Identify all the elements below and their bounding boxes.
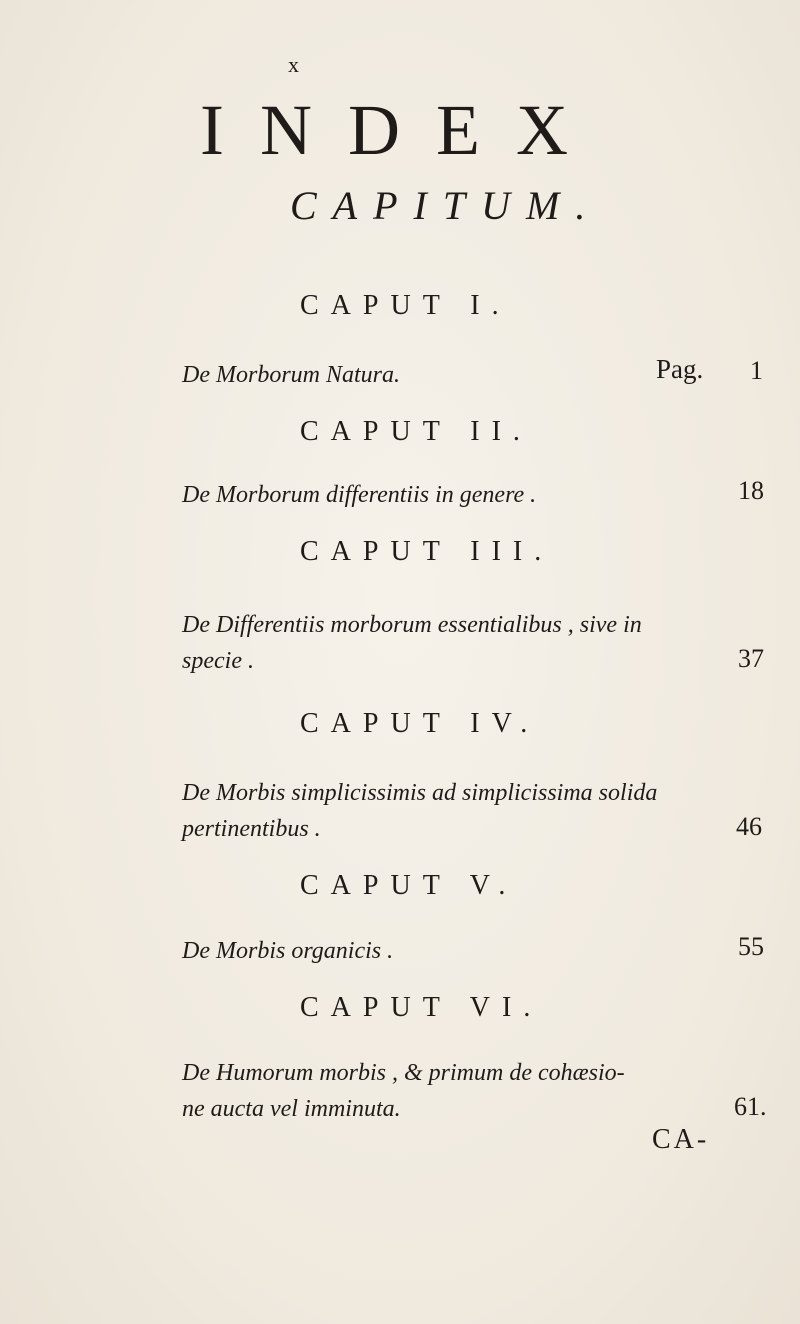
- entry-text-3-line1: De Differentiis morborum essentialibus , sive in: [182, 612, 642, 638]
- entry-text-6-line1: De Humorum morbis , & primum de cohæsio-: [182, 1060, 625, 1086]
- page-title: INDEX: [200, 90, 604, 170]
- entry-text-1: De Morborum Natura.: [182, 362, 401, 388]
- page-number-5: 55: [738, 932, 764, 961]
- page-number-3: 37: [738, 644, 764, 673]
- entry-text-6-line2: ne aucta vel imminuta.: [182, 1096, 401, 1122]
- page-number-6: 61.: [734, 1092, 767, 1121]
- page-subtitle: CAPITUM.: [290, 183, 602, 228]
- page-number-1: 1: [750, 356, 763, 385]
- entry-text-4-line2: pertinentibus .: [182, 816, 321, 842]
- caput-heading-3: CAPUT III.: [300, 536, 554, 567]
- page-number-4: 46: [736, 812, 762, 841]
- caput-heading-2: CAPUT II.: [300, 416, 532, 447]
- entry-text-2: De Morborum differentiis in genere .: [182, 482, 537, 508]
- caput-heading-5: CAPUT V.: [300, 870, 518, 901]
- caput-heading-1: CAPUT I.: [300, 290, 511, 321]
- page-number-2: 18: [738, 476, 764, 505]
- entry-text-5: De Morbis organicis .: [182, 938, 394, 964]
- pag-label: Pag.: [656, 354, 704, 384]
- caput-heading-6: CAPUT VI.: [300, 992, 543, 1023]
- catchword: CA-: [652, 1124, 710, 1155]
- entry-text-4-line1: De Morbis simplicissimis ad simplicissima solida: [182, 780, 658, 806]
- entry-text-3-line2: specie .: [182, 648, 254, 674]
- caput-heading-4: CAPUT IV.: [300, 708, 540, 739]
- signature-mark: x: [288, 52, 299, 77]
